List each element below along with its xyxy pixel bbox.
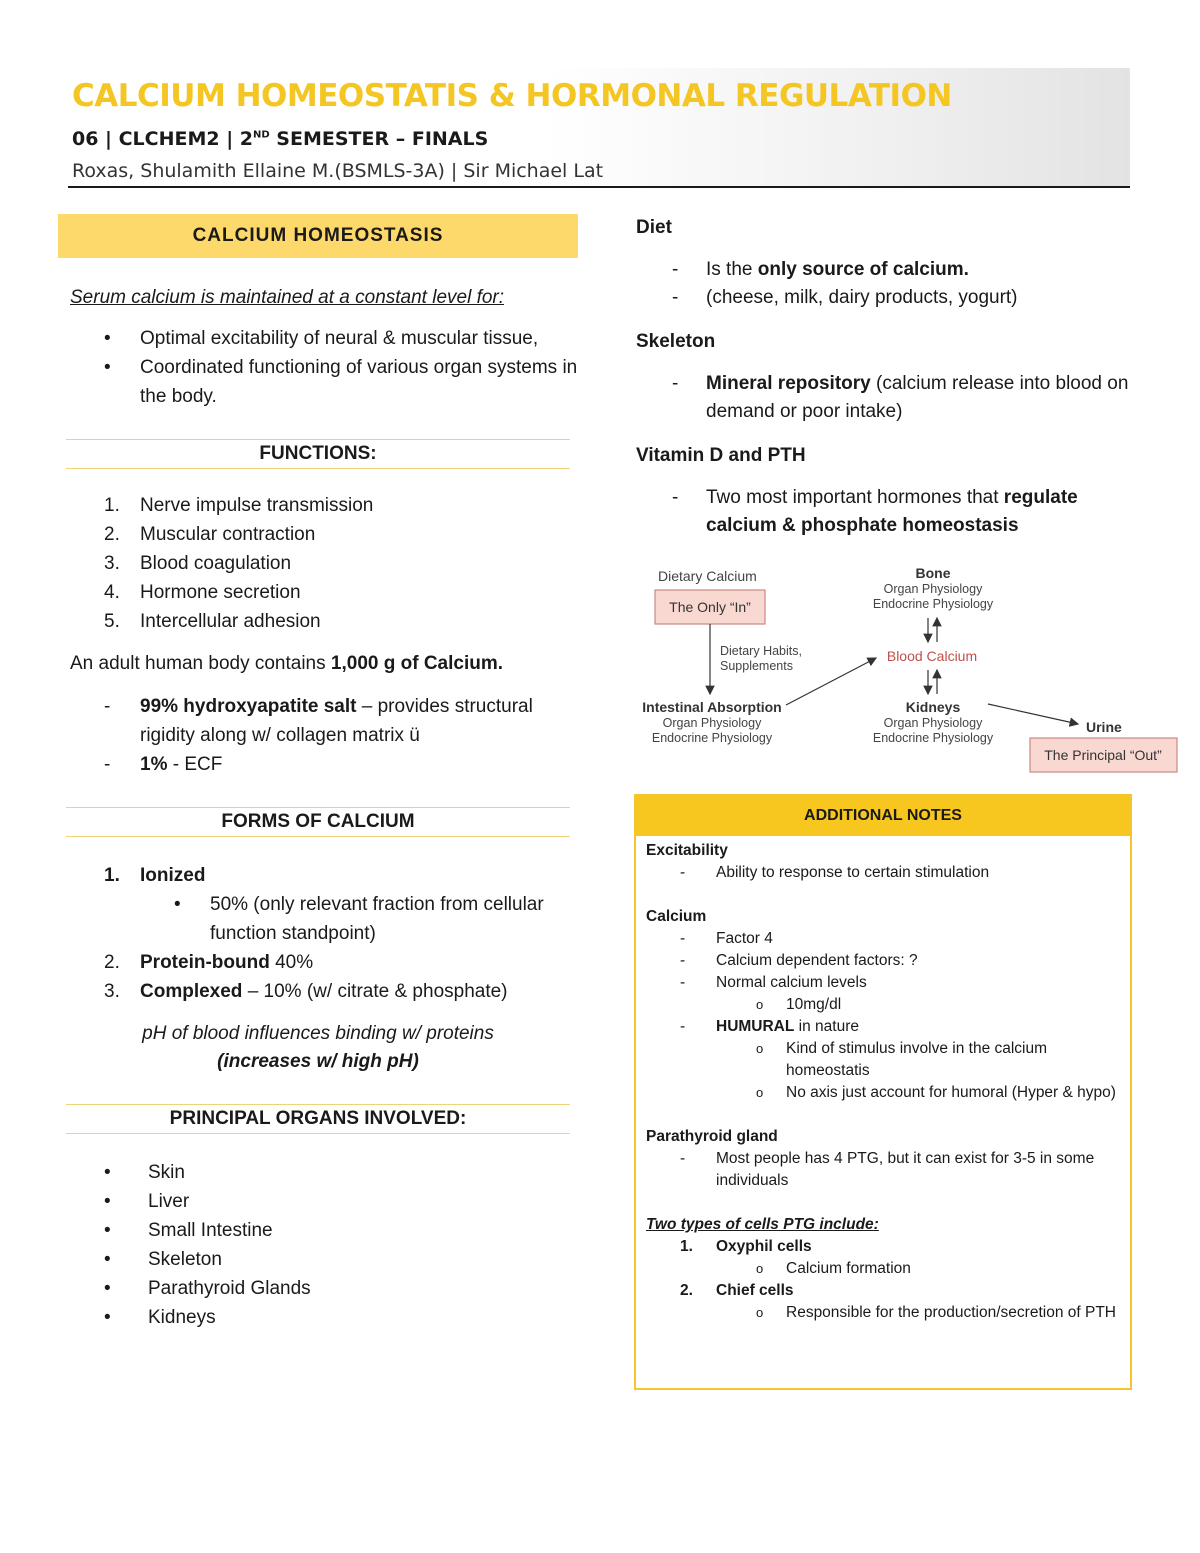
list-item: • Skeleton xyxy=(58,1245,578,1274)
course-line xyxy=(72,128,488,150)
ptg-cell-types-heading: Two types of cells PTG include: xyxy=(646,1216,879,1233)
list-item: - Mineral repository (calcium release into blood on demand or poor intake) xyxy=(636,370,1141,426)
bone-organ-physiology: Organ Physiology xyxy=(883,582,983,596)
calcium-list-cont xyxy=(646,1016,1120,1038)
list-item: • Coordinated functioning of various organ systems in the body. xyxy=(58,353,578,411)
principal-out-label: The Principal “Out” xyxy=(1044,747,1162,763)
kidneys-endocrine-physiology: Endocrine Physiology xyxy=(872,731,994,745)
list-item: o Responsible for the production/secretion of PTH xyxy=(646,1302,1120,1324)
list-item: 3. Blood coagulation xyxy=(104,553,292,574)
intestinal-organ-physiology: Organ Physiology xyxy=(662,716,762,730)
humoral-sub xyxy=(646,1038,1120,1104)
functions-heading: FUNCTIONS: xyxy=(66,439,570,469)
list-item: - 1% - ECF xyxy=(58,750,578,779)
excitability-list xyxy=(646,862,1120,884)
intestinal-endocrine-physiology: Endocrine Physiology xyxy=(651,731,773,745)
course-line-pre: 06 | CLCHEM2 | 2 xyxy=(72,128,254,150)
the-only-in-label: The Only “In” xyxy=(669,599,751,615)
list-item: - Is the only source of calcium. xyxy=(636,256,1141,284)
ph-note-line2: (increases w/ high pH) xyxy=(217,1051,419,1072)
list-item: o No axis just account for humoral (Hyper & hypo) xyxy=(646,1082,1120,1104)
ptg-cell-types-list-cont xyxy=(646,1280,1120,1302)
list-item: 2. Muscular contraction xyxy=(104,524,316,545)
ionized-sub-list xyxy=(58,890,578,948)
list-item: - Two most important hormones that regulate calcium & phosphate homeostasis xyxy=(636,484,1141,540)
course-line-post: SEMESTER – FINALS xyxy=(269,128,489,150)
list-item: • Skin xyxy=(58,1158,578,1187)
additional-notes-body xyxy=(636,836,1130,1328)
list-item: 4. Hormone secretion xyxy=(104,582,301,603)
adult-calcium-line: An adult human body contains 1,000 g of Calcium. xyxy=(70,653,504,674)
list-item: • 50% (only relevant fraction from cellular function standpoint) xyxy=(58,890,578,948)
dietary-habits-label-1: Dietary Habits, xyxy=(720,644,802,658)
intestine-to-blood-arrow xyxy=(786,658,876,705)
calcium-flow-diagram xyxy=(636,562,1181,782)
kidneys-organ-physiology: Organ Physiology xyxy=(883,716,983,730)
kidneys-label: Kidneys xyxy=(905,699,961,715)
intestinal-absorption-label: Intestinal Absorption xyxy=(642,699,782,715)
list-item: 1. Nerve impulse transmission xyxy=(104,495,374,516)
forms-heading: FORMS OF CALCIUM xyxy=(66,807,570,837)
list-item: - Ability to response to certain stimulation xyxy=(646,862,1120,884)
excitability-heading: Excitability xyxy=(646,842,728,859)
forms-list-cont xyxy=(58,948,578,1006)
vitd-list xyxy=(636,484,1141,540)
parathyroid-list xyxy=(646,1148,1120,1192)
list-item: • Liver xyxy=(58,1187,578,1216)
list-item: 3. Complexed – 10% (w/ citrate & phosphate) xyxy=(104,981,508,1002)
blood-calcium-label: Blood Calcium xyxy=(886,648,978,664)
author-line: Roxas, Shulamith Ellaine M.(BSMLS-3A) | Sir Michael Lat xyxy=(72,160,604,182)
dietary-calcium-label: Dietary Calcium xyxy=(658,568,757,584)
list-item: 2. Protein-bound 40% xyxy=(104,952,314,973)
list-item: - Most people has 4 PTG, but it can exist for 3-5 in some individuals xyxy=(646,1148,1120,1192)
list-item: - Factor 4 xyxy=(646,928,1120,950)
calcium-levels-sub xyxy=(646,994,1120,1016)
functions-list xyxy=(58,491,578,636)
list-item: • Parathyroid Glands xyxy=(58,1274,578,1303)
calcium-percent-list xyxy=(58,692,578,779)
list-item: - Calcium dependent factors: ? xyxy=(646,950,1120,972)
skeleton-heading: Skeleton xyxy=(636,331,716,352)
calcium-list xyxy=(646,928,1120,994)
oxyphil-sub xyxy=(646,1258,1120,1280)
ptg-cell-types-list xyxy=(646,1236,1120,1258)
organs-list xyxy=(58,1158,578,1332)
right-column xyxy=(636,214,1141,540)
dietary-habits-label-2: Supplements xyxy=(720,659,793,673)
list-item: - (cheese, milk, dairy products, yogurt) xyxy=(636,284,1141,312)
chief-sub xyxy=(646,1302,1120,1324)
document-title: CALCIUM HOMEOSTATIS & HORMONAL REGULATION xyxy=(72,78,952,114)
list-item: 5. Intercellular adhesion xyxy=(104,611,321,632)
ph-note-line1: pH of blood influences binding w/ proteins xyxy=(142,1023,494,1044)
list-item: - HUMURAL in nature xyxy=(646,1016,1120,1038)
skeleton-list xyxy=(636,370,1141,426)
additional-notes-banner: ADDITIONAL NOTES xyxy=(636,796,1130,836)
list-item: • Kidneys xyxy=(58,1303,578,1332)
list-item: o Kind of stimulus involve in the calcium homeostatis xyxy=(646,1038,1120,1082)
list-item: o Calcium formation xyxy=(646,1258,1120,1280)
list-item: o 10mg/dl xyxy=(646,994,1120,1016)
vitd-heading: Vitamin D and PTH xyxy=(636,445,806,466)
diet-list xyxy=(636,256,1141,312)
serum-intro: Serum calcium is maintained at a constant level for: xyxy=(70,287,505,308)
serum-list xyxy=(58,324,578,411)
additional-notes-box xyxy=(634,794,1132,1390)
diet-heading: Diet xyxy=(636,217,672,238)
organs-heading: PRINCIPAL ORGANS INVOLVED: xyxy=(66,1104,570,1134)
forms-list xyxy=(58,861,578,890)
parathyroid-heading: Parathyroid gland xyxy=(646,1128,778,1145)
list-item: • Small Intestine xyxy=(58,1216,578,1245)
list-item: - 99% hydroxyapatite salt – provides structural rigidity along w/ collagen matrix ü xyxy=(58,692,578,750)
document-header xyxy=(68,68,1130,188)
list-item: 1. Ionized xyxy=(104,865,206,886)
kidney-to-urine-arrow xyxy=(988,704,1078,724)
urine-label: Urine xyxy=(1086,719,1122,735)
list-item: • Optimal excitability of neural & muscular tissue, xyxy=(58,324,578,353)
list-item: 1. Oxyphil cells xyxy=(680,1238,812,1255)
bone-label: Bone xyxy=(915,565,951,581)
left-column xyxy=(58,214,578,1332)
calcium-homeostasis-banner: CALCIUM HOMEOSTASIS xyxy=(58,214,578,258)
calcium-heading: Calcium xyxy=(646,908,707,925)
list-item: 2. Chief cells xyxy=(680,1282,794,1299)
course-line-sup: ND xyxy=(253,129,270,141)
list-item: - Normal calcium levels xyxy=(646,972,1120,994)
bone-endocrine-physiology: Endocrine Physiology xyxy=(872,597,994,611)
